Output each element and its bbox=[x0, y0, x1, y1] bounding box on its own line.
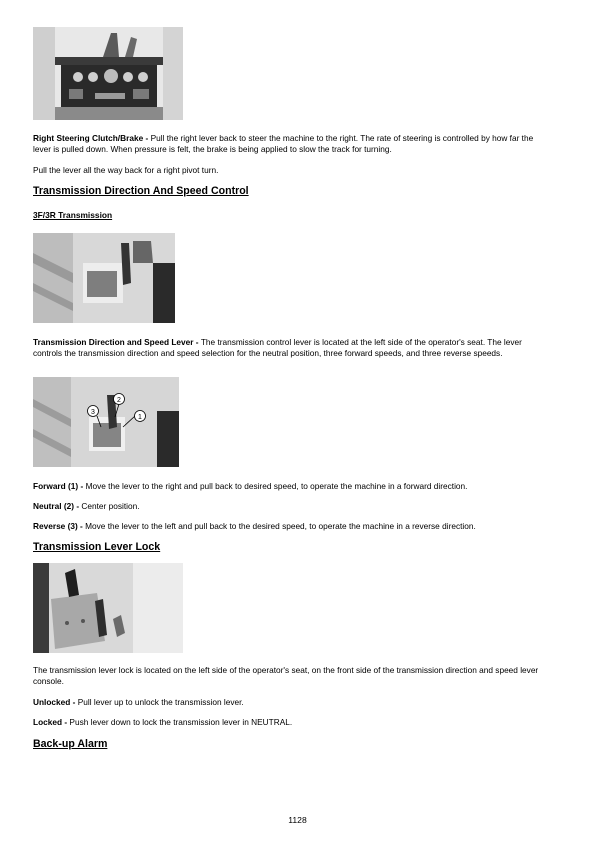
svg-text:3: 3 bbox=[91, 409, 95, 416]
pivot-turn-paragraph: Pull the lever all the way back for a right pivot turn. bbox=[33, 165, 219, 175]
direction-lever-text: The transmission control lever is located at the left side of the operator's seat. The lever controls the transmission direction and speed selection for the neutral position, three forward speeds, and three reverse speeds. bbox=[33, 337, 522, 358]
heading-backup-alarm: Back-up Alarm bbox=[33, 738, 108, 750]
svg-text:1: 1 bbox=[138, 414, 142, 421]
unlocked-paragraph bbox=[33, 697, 553, 708]
unlocked-text: Pull lever up to unlock the transmission lever. bbox=[77, 697, 244, 707]
forward-text: Move the lever to the right and pull back to desired speed, to operate the machine in a forward direction. bbox=[85, 481, 468, 491]
unlocked-term: Unlocked - bbox=[33, 697, 78, 707]
subheading-3f3r-transmission: 3F/3R Transmission bbox=[33, 210, 113, 220]
neutral-text: Center position. bbox=[81, 501, 140, 511]
right-steering-paragraph bbox=[33, 133, 553, 154]
page-number: 1128 bbox=[288, 815, 307, 825]
direction-lever-paragraph bbox=[33, 337, 553, 358]
reverse-paragraph bbox=[33, 521, 553, 532]
svg-text:2: 2 bbox=[117, 397, 121, 404]
transmission-lever-photo bbox=[33, 233, 175, 323]
lever-positions-photo bbox=[33, 377, 179, 467]
neutral-term: Neutral (2) - bbox=[33, 501, 82, 511]
neutral-paragraph bbox=[33, 501, 553, 512]
forward-paragraph bbox=[33, 481, 553, 492]
right-steering-term: Right Steering Clutch/Brake - bbox=[33, 133, 151, 143]
callout-3 bbox=[88, 406, 99, 417]
callout-1 bbox=[135, 411, 146, 422]
reverse-term: Reverse (3) - bbox=[33, 521, 86, 531]
dashboard-photo bbox=[33, 27, 183, 120]
locked-text: Push lever down to lock the transmission lever in NEUTRAL. bbox=[69, 717, 293, 727]
lever-lock-description: The transmission lever lock is located on the left side of the operator's seat, on the front side of the transmission direction and speed lever console. bbox=[33, 665, 539, 686]
forward-term: Forward (1) - bbox=[33, 481, 86, 491]
right-steering-text: Pull the right lever back to steer the machine to the right. The rate of steering is controlled by how far the lever is pulled down. When pressure is felt, the brake is being applied to slow the track for turning. bbox=[33, 133, 534, 154]
heading-transmission-direction: Transmission Direction And Speed Control bbox=[33, 185, 249, 197]
locked-term: Locked - bbox=[33, 717, 70, 727]
callout-2 bbox=[114, 394, 125, 405]
direction-lever-term: Transmission Direction and Speed Lever - bbox=[33, 337, 201, 347]
lever-lock-photo bbox=[33, 563, 183, 653]
locked-paragraph bbox=[33, 717, 553, 728]
heading-transmission-lever-lock: Transmission Lever Lock bbox=[33, 541, 161, 553]
reverse-text: Move the lever to the left and pull back to the desired speed, to operate the machine in a reverse direction. bbox=[85, 521, 476, 531]
